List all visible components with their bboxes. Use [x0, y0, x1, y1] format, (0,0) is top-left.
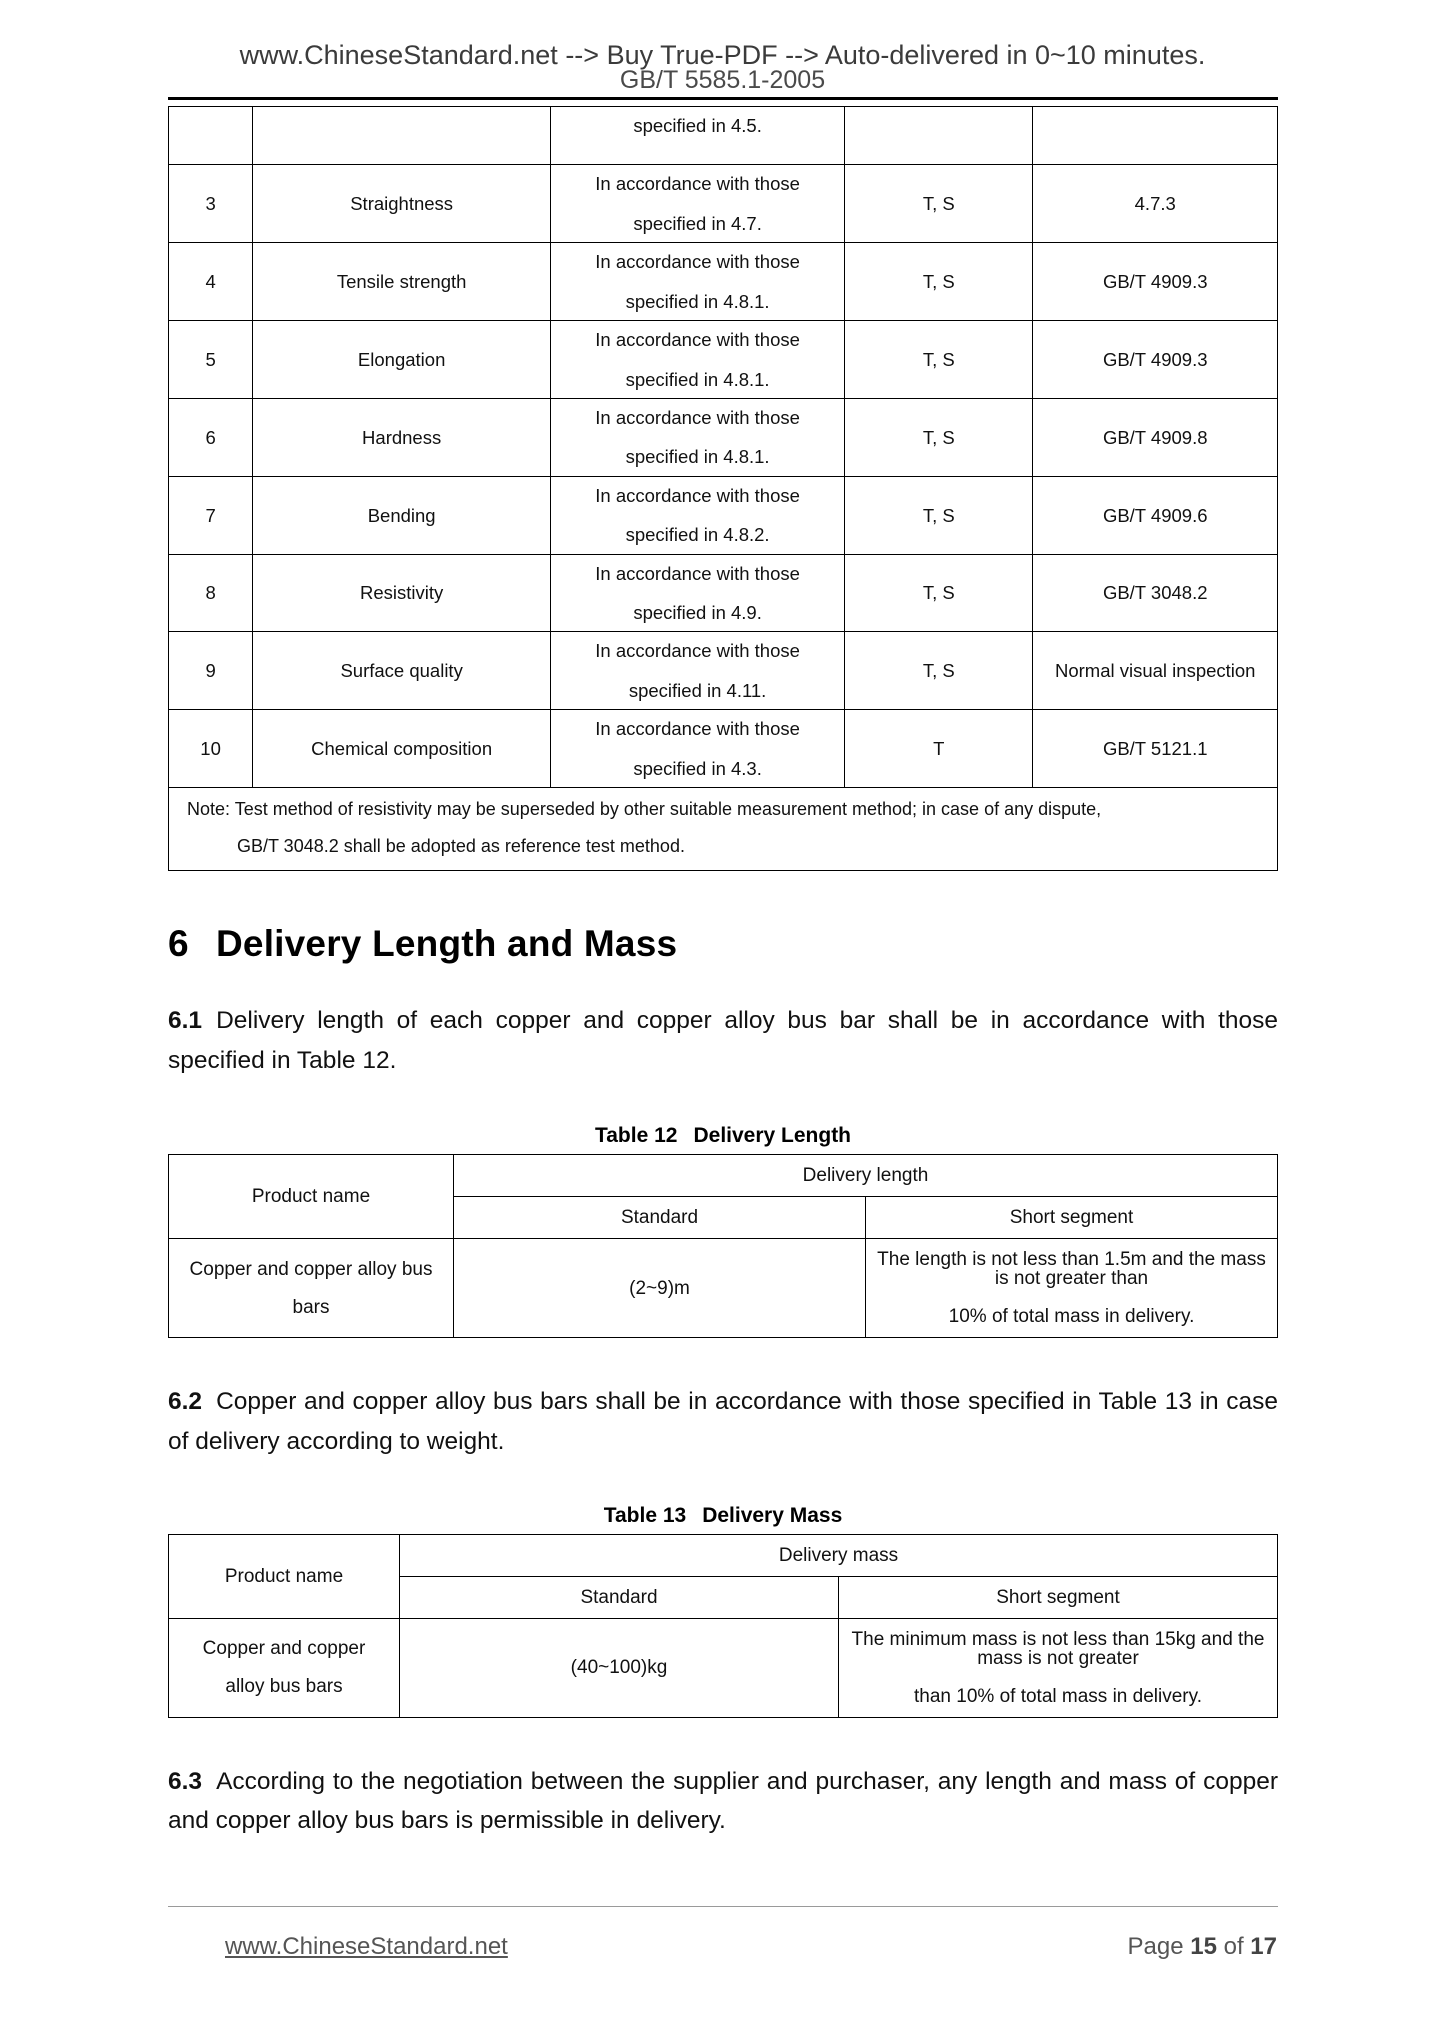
cell-method	[1033, 107, 1278, 165]
requirement-line-2: specified in 4.11.	[628, 679, 767, 701]
requirement-line-2: specified in 4.8.2.	[625, 524, 770, 546]
cell-item: Tensile strength	[253, 243, 551, 321]
table-12-title: Delivery Length	[693, 1124, 852, 1148]
table-11-continued	[168, 106, 1278, 871]
cell-no: 10	[169, 710, 253, 788]
cell-requirement	[551, 632, 845, 710]
cell-short-segment	[839, 1618, 1278, 1717]
cell-method: GB/T 5121.1	[1033, 710, 1278, 788]
cell-frequency: T, S	[845, 398, 1033, 476]
cell-method: GB/T 4909.6	[1033, 476, 1278, 554]
paragraph-number-6-3: 6.3	[168, 1767, 203, 1795]
requirement-line-1: In accordance with those	[595, 718, 800, 740]
header-short-segment: Short segment	[839, 1576, 1278, 1618]
cell-requirement	[551, 165, 845, 243]
table-row	[169, 554, 1278, 632]
page-of: of	[1223, 1933, 1244, 1960]
header-product-name: Product name	[169, 1155, 454, 1239]
paragraph-6-1	[168, 1001, 1278, 1080]
header-product-name: Product name	[169, 1534, 400, 1618]
cell-short-segment	[866, 1239, 1278, 1338]
cell-no	[169, 107, 253, 165]
header-delivery-length: Delivery length	[454, 1155, 1278, 1197]
cell-no: 5	[169, 321, 253, 399]
cell-no: 7	[169, 476, 253, 554]
header-delivery-mass: Delivery mass	[400, 1534, 1278, 1576]
paragraph-6-3	[168, 1762, 1278, 1841]
table-12-label: Table 12	[594, 1124, 678, 1148]
cell-requirement	[551, 554, 845, 632]
cell-frequency	[845, 107, 1033, 165]
page-content	[168, 106, 1278, 1841]
table-row	[169, 1534, 1278, 1576]
note-line-2: GB/T 3048.2 shall be adopted as reference test method.	[237, 836, 685, 857]
page-total: 17	[1250, 1933, 1277, 1960]
cell-method: GB/T 3048.2	[1033, 554, 1278, 632]
cell-no: 9	[169, 632, 253, 710]
product-line-2: alloy bus bars	[225, 1676, 343, 1698]
short-line-1: The minimum mass is not less than 15kg and the mass is not greater	[851, 1628, 1265, 1669]
product-line-1: Copper and copper	[202, 1638, 366, 1660]
short-line-1: The length is not less than 1.5m and the mass is not greater than	[877, 1249, 1266, 1290]
cell-item: Bending	[253, 476, 551, 554]
table-row	[169, 1239, 1278, 1338]
cell-frequency: T, S	[845, 243, 1033, 321]
cell-method: 4.7.3	[1033, 165, 1278, 243]
cell-requirement	[551, 398, 845, 476]
cell-method: Normal visual inspection	[1033, 632, 1278, 710]
requirement-line-1: In accordance with those	[595, 406, 800, 428]
table-note	[169, 788, 1278, 871]
cell-frequency: T, S	[845, 165, 1033, 243]
table-note-row	[169, 788, 1278, 871]
table-row	[169, 632, 1278, 710]
table-13-title: Delivery Mass	[702, 1503, 843, 1527]
paragraph-number-6-2: 6.2	[168, 1388, 203, 1416]
cell-method: GB/T 4909.3	[1033, 243, 1278, 321]
note-line-1: Note: Test method of resistivity may be superseded by other suitable measurement method; in case of any dispute,	[187, 799, 1102, 820]
cell-item: Elongation	[253, 321, 551, 399]
requirement-line-1: In accordance with those	[595, 251, 800, 273]
cell-no: 8	[169, 554, 253, 632]
table-13	[168, 1534, 1278, 1718]
cell-product-name	[169, 1618, 400, 1717]
cell-product-name	[169, 1239, 454, 1338]
requirement-line-1: In accordance with those	[595, 173, 800, 195]
requirement-line-2: specified in 4.9.	[633, 602, 762, 624]
table-row	[169, 710, 1278, 788]
cell-standard-length: (2~9)m	[454, 1239, 866, 1338]
promo-header: www.ChineseStandard.net --> Buy True-PDF --> Auto-delivered in 0~10 minutes.	[239, 40, 1206, 70]
table-row	[169, 1618, 1278, 1717]
section-number: 6	[168, 922, 189, 964]
section-title: Delivery Length and Mass	[216, 922, 678, 964]
cell-item	[253, 107, 551, 165]
requirement-line-2: specified in 4.7.	[633, 212, 762, 234]
cell-frequency: T, S	[845, 476, 1033, 554]
cell-requirement	[551, 476, 845, 554]
page-prefix: Page	[1127, 1933, 1184, 1960]
table-12	[168, 1154, 1278, 1338]
cell-method: GB/T 4909.8	[1033, 398, 1278, 476]
cell-item: Surface quality	[253, 632, 551, 710]
requirement-line-2: specified in 4.8.1.	[625, 290, 770, 312]
table-row	[169, 243, 1278, 321]
cell-frequency: T, S	[845, 554, 1033, 632]
table-row	[169, 1155, 1278, 1197]
cell-frequency: T	[845, 710, 1033, 788]
product-line-2: bars	[292, 1296, 330, 1318]
product-line-1: Copper and copper alloy bus	[189, 1258, 433, 1280]
table-row	[169, 107, 1278, 165]
table-row	[169, 398, 1278, 476]
paragraph-number-6-1: 6.1	[168, 1006, 203, 1034]
requirement-line-1: In accordance with those	[595, 484, 800, 506]
cell-no: 3	[169, 165, 253, 243]
page-current: 15	[1190, 1933, 1217, 1960]
cell-requirement	[551, 243, 845, 321]
cell-method: GB/T 4909.3	[1033, 321, 1278, 399]
table-12-caption	[168, 1124, 1278, 1148]
cell-requirement	[551, 107, 845, 165]
cell-frequency: T, S	[845, 321, 1033, 399]
cell-standard-mass: (40~100)kg	[400, 1618, 839, 1717]
requirement-line-2: specified in 4.8.1.	[625, 446, 770, 468]
requirement-line-1: In accordance with those	[595, 329, 800, 351]
cell-item: Resistivity	[253, 554, 551, 632]
section-heading-6	[168, 923, 1278, 965]
requirement-line-2: specified in 4.3.	[633, 757, 762, 779]
paragraph-text-6-3: According to the negotiation between the supplier and purchaser, any length and mass of copper and copper alloy bus bars is permissible in delivery.	[168, 1767, 1278, 1835]
requirement-line-2: specified in 4.5.	[633, 115, 762, 136]
header-rule	[168, 97, 1278, 100]
paragraph-6-2	[168, 1382, 1278, 1461]
standard-code: GB/T 5585.1-2005	[619, 66, 826, 94]
paragraph-text-6-1: Delivery length of each copper and copper alloy bus bar shall be in accordance with those specified in Table 12.	[168, 1006, 1278, 1074]
table-row	[169, 321, 1278, 399]
footer-page-number	[1128, 1933, 1278, 1961]
table-13-caption	[168, 1504, 1278, 1528]
cell-requirement	[551, 710, 845, 788]
requirement-line-1: In accordance with those	[595, 562, 800, 584]
paragraph-text-6-2: Copper and copper alloy bus bars shall be in accordance with those specified in Table 13 in case of delivery according to weight.	[168, 1388, 1278, 1456]
cell-item: Hardness	[253, 398, 551, 476]
requirement-line-1: In accordance with those	[595, 640, 800, 662]
footer-rule	[168, 1906, 1278, 1907]
cell-item: Straightness	[253, 165, 551, 243]
header-standard: Standard	[400, 1576, 839, 1618]
cell-item: Chemical composition	[253, 710, 551, 788]
cell-no: 4	[169, 243, 253, 321]
table-row	[169, 165, 1278, 243]
short-line-2: 10% of total mass in delivery.	[948, 1306, 1195, 1328]
cell-no: 6	[169, 398, 253, 476]
table-row	[169, 476, 1278, 554]
cell-requirement	[551, 321, 845, 399]
table-13-label: Table 13	[603, 1503, 687, 1527]
cell-frequency: T, S	[845, 632, 1033, 710]
header-short-segment: Short segment	[866, 1197, 1278, 1239]
requirement-line-2: specified in 4.8.1.	[625, 368, 770, 390]
footer-site-link[interactable]: www.ChineseStandard.net	[225, 1933, 508, 1960]
header-standard: Standard	[454, 1197, 866, 1239]
short-line-2: than 10% of total mass in delivery.	[914, 1685, 1202, 1707]
